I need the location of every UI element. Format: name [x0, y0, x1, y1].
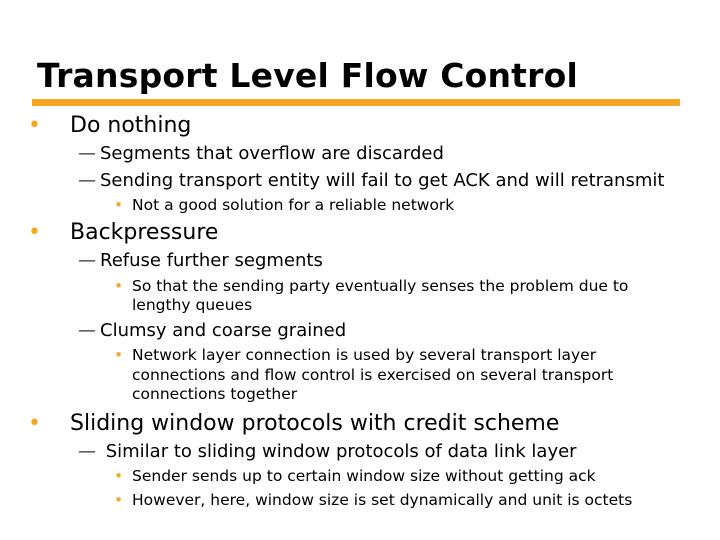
bullet-marker: •	[114, 196, 124, 214]
sub-bullet-text: Clumsy and coarse grained	[100, 320, 347, 341]
sub-sub-bullet-text: Sender sends up to certain window size without getting ack	[132, 467, 596, 485]
dash-marker: —	[78, 170, 96, 191]
sub-bullet	[78, 441, 577, 463]
sub-bullet-text: Refuse further segments	[100, 250, 323, 271]
title-underline	[32, 99, 680, 106]
bullet-marker: •	[114, 491, 124, 509]
bullet-marker: •	[28, 411, 41, 436]
bullet-marker: •	[114, 277, 124, 295]
bullet-marker: •	[114, 467, 124, 485]
slide-title: Transport Level Flow Control	[37, 56, 579, 95]
sub-sub-bullet-text: However, here, window size is set dynamically and unit is octets	[132, 491, 633, 509]
bullet-text: Do nothing	[70, 113, 192, 138]
dash-marker: —	[78, 441, 96, 462]
bullet-text: Sliding window protocols with credit scheme	[70, 411, 560, 436]
sub-bullet-text: Segments that overflow are discarded	[100, 143, 444, 164]
dash-marker: —	[78, 250, 96, 271]
dash-marker: —	[78, 320, 96, 341]
sub-bullet	[78, 170, 664, 192]
bullet-marker: •	[114, 346, 124, 364]
bullet-marker: •	[28, 220, 41, 245]
bullet-text: Backpressure	[70, 220, 219, 245]
sub-sub-bullet-text: lengthy queues	[132, 296, 253, 314]
sub-bullet	[78, 320, 346, 342]
dash-marker: —	[78, 143, 96, 164]
sub-sub-bullet-text: Network layer connection is used by several transport layer	[132, 346, 597, 364]
sub-bullet	[78, 250, 323, 272]
sub-sub-bullet-text: connections together	[132, 385, 298, 403]
sub-bullet-text: Similar to sliding window protocols of data link layer	[100, 441, 577, 462]
bullet-marker: •	[28, 113, 41, 138]
sub-sub-bullet-text: So that the sending party eventually senses the problem due to	[132, 277, 629, 295]
sub-bullet-text: Sending transport entity will fail to get ACK and will retransmit	[100, 170, 665, 191]
sub-sub-bullet-text: connections and flow control is exercised on several transport	[132, 366, 614, 384]
sub-bullet	[78, 143, 444, 165]
sub-sub-bullet-text: Not a good solution for a reliable network	[132, 196, 455, 214]
title-underline-bar	[32, 99, 680, 106]
